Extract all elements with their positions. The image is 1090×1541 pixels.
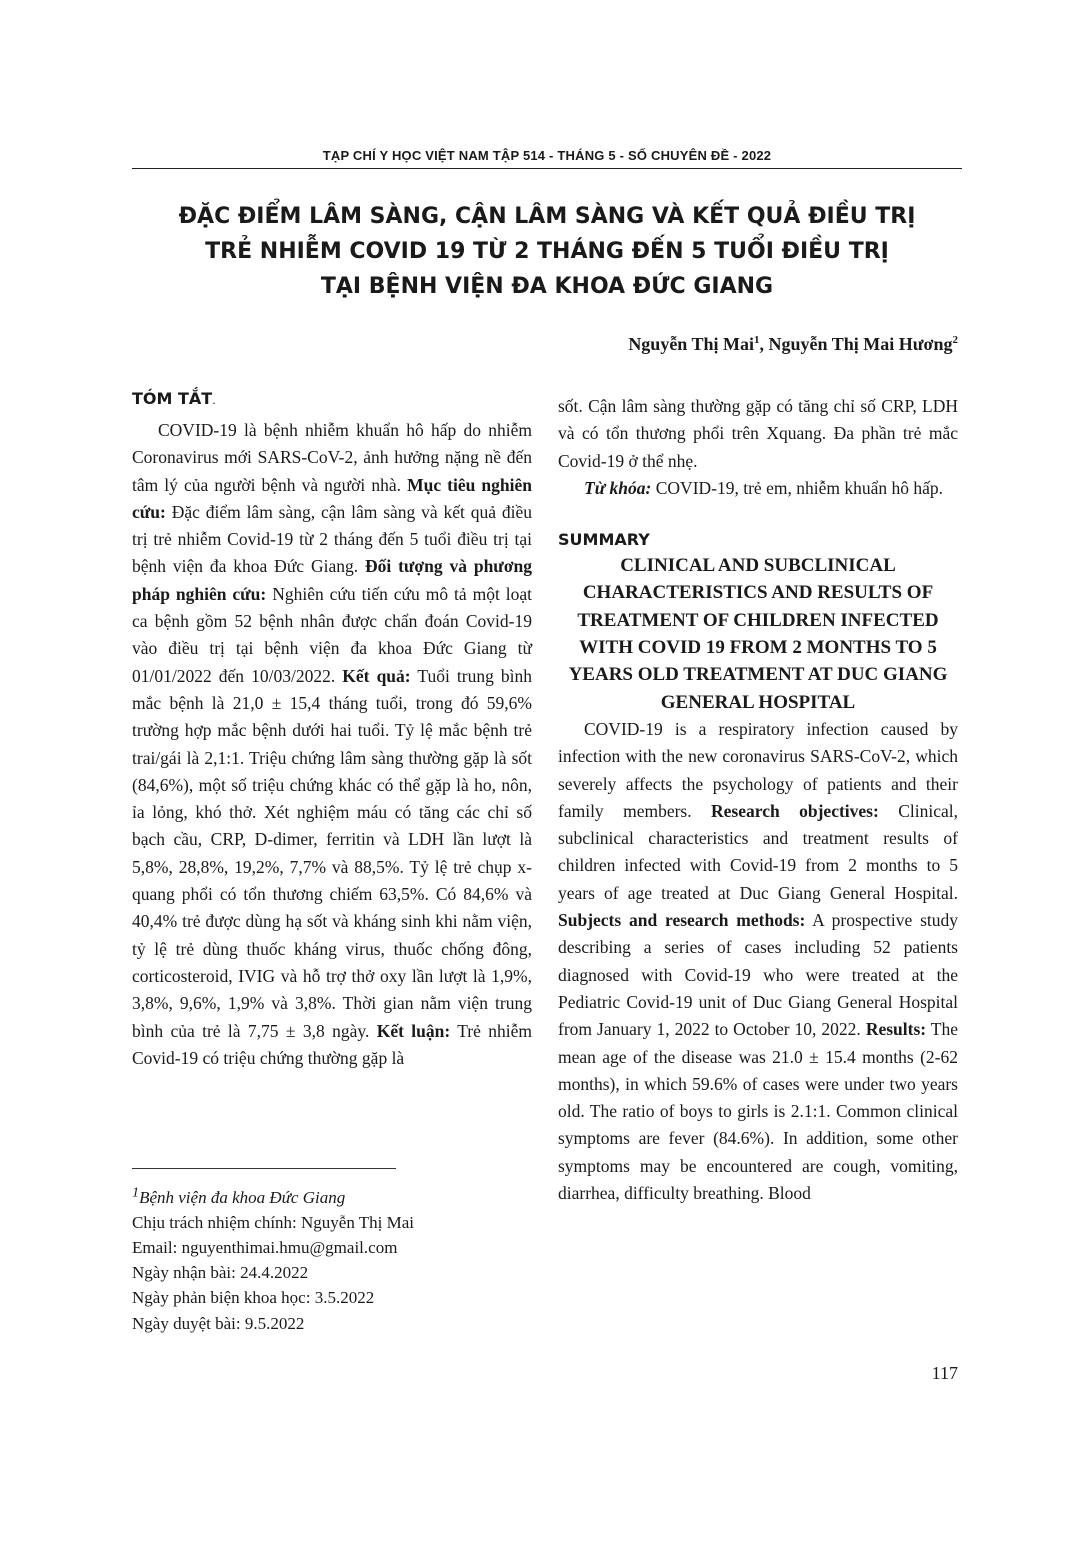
author-1: Nguyễn Thị Mai — [628, 334, 755, 354]
abstract-vi-methods-label: Đối tượng và phương pháp nghiên cứu: — [132, 556, 532, 604]
footnotes — [132, 1180, 532, 1336]
abstract-vi-text: Tuổi trung bình mắc bệnh là 21,0 ± 15,4 tháng tuổi, trong đó 59,6% trường hợp mắc bệnh dưới hai tuổi. Tỷ lệ mắc bệnh trẻ trai/gái là 2,1:1. Triệu chứng lâm sàng thường gặp là sốt (84,6%), một số triệu chứng khác có thể gặp là ho, nôn, ỉa lỏng, khó thở. Xét nghiệm máu có tăng các chỉ số bạch cầu, CRP, D-dimer, ferritin và LDH lần lượt là 5,8%, 28,8%, 19,2%, 7,7% và 88,5%. Tỷ lệ trẻ chụp x-quang phổi có tổn thương chiếm 63,5%. Có 84,6% và 40,4% trẻ được dùng hạ sốt và kháng sinh khi nằm viện, tỷ lệ trẻ dùng thuốc kháng virus, thuốc chống đông, corticosteroid, IVIG và hỗ trợ thở oxy lần lượt là 1,9%, 3,8%, 9,6%, 1,9% và 3,8%. Thời gian nằm viện trung bình của trẻ là 7,75 ± 3,8 ngày. — [132, 665, 532, 1041]
abstract-vi-text: COVID-19 là bệnh nhiễm khuẩn hô hấp do nhiễm Coronavirus mới SARS-CoV-2, ảnh hưởng nặng nề đến tâm lý của người bệnh và người nhà. — [132, 420, 532, 495]
summary-title: CLINICAL AND SUBCLINICAL CHARACTERISTICS AND RESULTS OF TREATMENT OF CHILDREN INFECTED WITH COVID 19 FROM 2 MONTHS TO 5 YEARS OLD TREATMENT AT DUC GIANG GENERAL HOSPITAL — [568, 555, 948, 713]
summary-text: The mean age of the disease was 21.0 ± 15.4 months (2-62 months), in which 59.6% of cases were under two years old. The ratio of boys to girls is 2.1:1. Common clinical symptoms are fever (84.6%). In addition, some other symptoms may be encountered are cough, vomiting, diarrhea, difficulty breathing. Blood — [558, 1019, 958, 1204]
abstract-vi-conclusion-label: Kết luận: — [376, 1020, 451, 1041]
keywords-label: Từ khóa: — [584, 477, 652, 498]
header-divider — [132, 168, 962, 169]
journal-header: TẠP CHÍ Y HỌC VIỆT NAM TẬP 514 - THÁNG 5 - SỐ CHUYÊN ĐỀ - 2022 — [322, 148, 772, 163]
page-number: 117 — [931, 1363, 958, 1383]
summary-paragraph — [558, 716, 958, 1207]
footnote-accepted: Ngày duyệt bài: 9.5.2022 — [132, 1313, 305, 1333]
footnote-received: Ngày nhận bài: 24.4.2022 — [132, 1263, 309, 1283]
title-line-1: ĐẶC ĐIỂM LÂM SÀNG, CẬN LÂM SÀNG VÀ KẾT QUẢ ĐIỀU TRỊ — [178, 204, 916, 229]
abstract-vi-text: Đặc điểm lâm sàng, cận lâm sàng và kết quả điều trị trẻ nhiễm Covid-19 từ 2 tháng đến 5 tuổi điều trị tại bệnh viện đa khoa Đức Giang. — [132, 501, 532, 577]
keywords — [558, 475, 958, 502]
title-line-2: TRẺ NHIỄM COVID 19 TỪ 2 THÁNG ĐẾN 5 TUỔI ĐIỀU TRỊ — [205, 239, 889, 264]
article-title — [132, 199, 962, 304]
summary-text: COVID-19 is a respiratory infection caused by infection with the new coronavirus SARS-CoV-2, which severely affects the psychology of patients and their family members. — [558, 718, 958, 821]
abstract-vi-left-column — [132, 417, 532, 1072]
abstract-vi-heading-text: TÓM TẮT — [132, 389, 213, 408]
summary-results-label: Results: — [865, 1019, 927, 1040]
author-2: Nguyễn Thị Mai Hương — [768, 334, 953, 354]
right-column — [558, 393, 958, 1207]
footnote-affiliation-text: Bệnh viện đa khoa Đức Giang — [139, 1187, 346, 1207]
footnote-affiliation — [132, 1180, 532, 1210]
summary-methods-label: Subjects and research methods: — [558, 910, 806, 931]
summary-text: Clinical, subclinical characteristics and treatment results of children infected with Covid-19 from 2 months to 5 years of age treated at Duc Giang General Hospital. — [558, 800, 959, 903]
author-list — [628, 334, 958, 355]
footnote-reviewed: Ngày phản biện khoa học: 3.5.2022 — [132, 1288, 375, 1308]
footnote-affiliation-sup: 1 — [132, 1184, 140, 1200]
abstract-vi-heading — [132, 389, 216, 408]
abstract-vi-text: Nghiên cứu tiến cứu mô tả một loạt ca bệnh gồm 52 bệnh nhân được chẩn đoán Covid-19 vào điều trị tại bệnh viện đa khoa Đức Giang từ 01/01/2022 đến 10/03/2022. — [132, 583, 532, 686]
abstract-vi-heading-mark: . — [212, 394, 216, 407]
summary-text: A prospective study describing a series of cases including 52 patients diagnosed with Covid-19 who were treated at the Pediatric Covid-19 unit of Duc Giang General Hospital from January 1, 2022 to October 10, 2022. — [558, 910, 959, 1040]
summary-objectives-label: Research objectives: — [711, 800, 879, 821]
abstract-vi-objectives-label: Mục tiêu nghiên cứu: — [132, 474, 532, 522]
keywords-text: COVID-19, trẻ em, nhiễm khuẩn hô hấp. — [651, 477, 943, 498]
footnote-divider — [132, 1168, 396, 1169]
footnote-responsible: Chịu trách nhiệm chính: Nguyễn Thị Mai — [132, 1212, 415, 1232]
summary-heading: SUMMARY — [558, 530, 650, 550]
title-line-3: TẠI BỆNH VIỆN ĐA KHOA ĐỨC GIANG — [320, 274, 774, 299]
author-2-affiliation: 2 — [952, 334, 958, 346]
author-1-affiliation: 1 — [754, 334, 760, 346]
abstract-vi-continuation: sốt. Cận lâm sàng thường gặp có tăng chỉ số CRP, LDH và có tổn thương phổi trên Xquang. Đa phần trẻ mắc Covid-19 ở thể nhẹ. — [558, 396, 958, 471]
abstract-vi-paragraph: COVID-19 là bệnh nhiễm khuẩn hô hấp do nhiễm Coronavirus mới SARS-CoV-2, ảnh hưởng nặng nề đến tâm lý của người bệnh và người nhà. Mục tiêu nghiên cứu: Đặc điểm lâm sàng, cận lâm sàng và kết quả điều trị trẻ nhiễm Covid-19 từ 2 tháng đến 5 tuổi điều trị tại bệnh viện đa khoa Đức Giang. Đối tượng và phương pháp nghiên cứu: Nghiên cứu tiến cứu mô tả một loạt ca bệnh gồm 52 bệnh nhân được chẩn đoán Covid-19 vào điều trị tại bệnh viện đa khoa Đức Giang từ 01/01/2022 đến 10/03/2022. Kết quả: Tuổi trung bình mắc bệnh là 21,0 ± 15,4 tháng tuổi, trong đó 59,6% trường hợp mắc bệnh dưới hai tuổi. Tỷ lệ mắc bệnh trẻ trai/gái là 2,1:1. Triệu chứng lâm sàng thường gặp là sốt (84,6%), một số triệu chứng khác có thể gặp là ho, nôn, ỉa lỏng, khó thở. Xét nghiệm máu có tăng các chỉ số bạch cầu, CRP, D-dimer, ferritin và LDH lần lượt là 5,8%, 28,8%, 19,2%, 7,7% và 88,5%. Tỷ lệ trẻ chụp x-quang phổi có tổn thương chiếm 63,5%. Có 84,6% và 40,4% trẻ được dùng hạ sốt và kháng sinh khi nằm viện, tỷ lệ trẻ dùng thuốc kháng virus, thuốc chống đông, corticosteroid, IVIG và hỗ trợ thở oxy lần lượt là 1,9%, 3,8%, 9,6%, 1,9% và 3,8%. Thời gian nằm viện trung bình của trẻ là 7,75 ± 3,8 ngày. Kết luận: Trẻ nhiễm Covid-19 có triệu chứng thường gặp là — [132, 420, 532, 1068]
author-separator: , — [759, 334, 769, 354]
footnote-email: Email: nguyenthimai.hmu@gmail.com — [132, 1238, 398, 1258]
abstract-vi-results-label: Kết quả: — [342, 665, 411, 686]
